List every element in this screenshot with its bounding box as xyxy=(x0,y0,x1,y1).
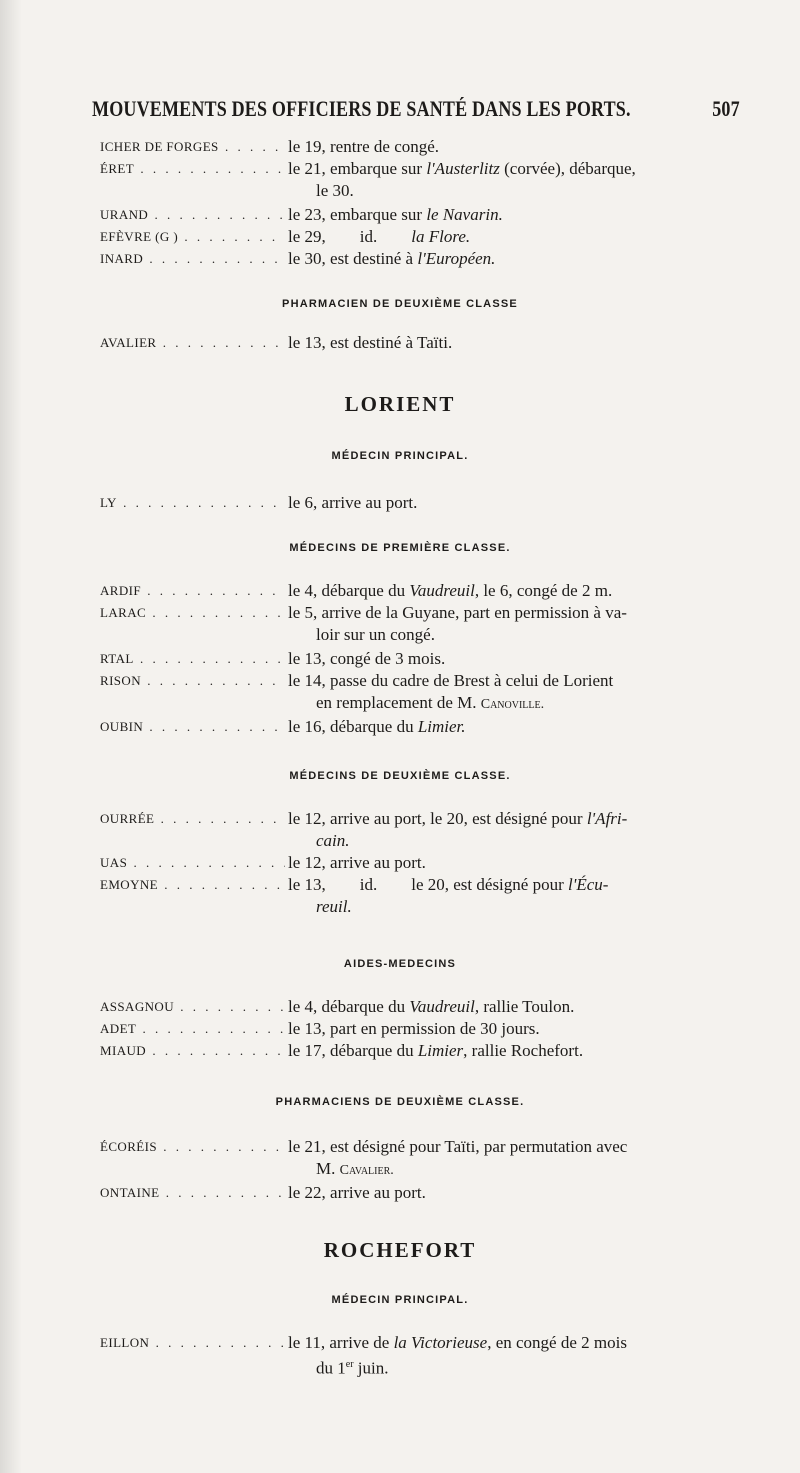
officer-name: EFÈVRE (G ) . . . xyxy=(100,226,285,248)
entry-text: le 11, arrive de la Victorieuse, en congé de 2 mois du 1er juin. xyxy=(288,1333,627,1378)
entry-text: le 21, embarque sur l'Austerlitz (corvée), débarque, le 30. xyxy=(288,159,636,200)
officer-name: LY . . . xyxy=(100,492,285,514)
officer-name: MIAUD . . . xyxy=(100,1040,285,1062)
officer-name: ÉRET . . . xyxy=(100,158,285,180)
section-heading: PHARMACIENS DE DEUXIÈME CLASSE. xyxy=(275,1096,525,1108)
officer-name: UAS . . . xyxy=(100,852,285,874)
entry-text: le 16, débarque du Limier. xyxy=(288,717,466,736)
page-header xyxy=(92,96,740,122)
section-heading: AIDES-MEDECINS xyxy=(343,958,457,970)
entry-text: le 23, embarque sur le Navarin. xyxy=(288,205,503,224)
officer-name: ÉCORÉIS . . . xyxy=(100,1136,285,1158)
entry-text: le 21, est désigné pour Taïti, par permutation avec M. Cavalier. xyxy=(288,1137,628,1178)
officer-name: OUBIN . . . xyxy=(100,716,285,738)
officer-name: URAND . . . xyxy=(100,204,285,226)
entry-text: le 19, rentre de congé. xyxy=(288,137,440,156)
officer-name: EMOYNE . . . xyxy=(100,874,285,896)
officer-name: INARD . . . xyxy=(100,248,285,270)
entry-text: le 14, passe du cadre de Brest à celui de Lorient en remplacement de M. Canoville. xyxy=(288,671,614,712)
running-title: MOUVEMENTS DES OFFICIERS DE SANTÉ DANS LES PORTS. xyxy=(92,96,631,121)
officer-name: EILLON . . . xyxy=(100,1332,285,1354)
entry-text: le 12, arrive au port, le 20, est désigné pour l'Afri- cain. xyxy=(288,809,628,850)
entry-text: le 6, arrive au port. xyxy=(288,493,418,512)
entry-text: le 4, débarque du Vaudreuil, le 6, congé de 2 m. xyxy=(288,581,613,600)
officer-name: LARAC . . . xyxy=(100,602,285,624)
entry-text: le 22, arrive au port. xyxy=(288,1183,426,1202)
section-heading: MÉDECIN PRINCIPAL. xyxy=(331,450,469,462)
officer-name: ADET . . . xyxy=(100,1018,285,1040)
page-number: 507 xyxy=(712,96,740,121)
officer-name: ASSAGNOU . . . xyxy=(100,996,285,1018)
section-heading: MÉDECINS DE PREMIÈRE CLASSE. xyxy=(289,542,511,554)
officer-name: OURRÉE . . . xyxy=(100,808,285,830)
port-heading-lorient: LORIENT xyxy=(344,392,456,416)
port-heading-rochefort: ROCHEFORT xyxy=(323,1238,477,1262)
entry-text: le 17, débarque du Limier, rallie Rochefort. xyxy=(288,1041,584,1060)
entry-text: le 13, congé de 3 mois. xyxy=(288,649,446,668)
entry-text: le 29, id. la Flore. xyxy=(288,227,471,246)
entry-text: le 5, arrive de la Guyane, part en permission à va- loir sur un congé. xyxy=(288,603,627,644)
officer-name: AVALIER . . . xyxy=(100,332,285,354)
section-heading: MÉDECINS DE DEUXIÈME CLASSE. xyxy=(289,770,511,782)
entry-text: le 13, id. le 20, est désigné pour l'Écu- reuil. xyxy=(288,875,609,916)
officer-name: ONTAINE . . . xyxy=(100,1182,285,1204)
officer-name: ARDIF . . . xyxy=(100,580,285,602)
entry-text: le 30, est destiné à l'Européen. xyxy=(288,249,496,268)
section-heading: MÉDECIN PRINCIPAL. xyxy=(331,1294,469,1306)
officer-name: RISON . . . xyxy=(100,670,285,692)
section-heading: PHARMACIEN DE DEUXIÈME CLASSE xyxy=(282,298,518,310)
officer-name: ICHER DE FORGES . . . xyxy=(100,136,285,158)
entry-text: le 12, arrive au port. xyxy=(288,853,426,872)
officer-name: RTAL . . . xyxy=(100,648,285,670)
entry-text: le 4, débarque du Vaudreuil, rallie Toulon. xyxy=(288,997,575,1016)
entry-text: le 13, est destiné à Taïti. xyxy=(288,333,453,352)
entry-text: le 13, part en permission de 30 jours. xyxy=(288,1019,540,1038)
